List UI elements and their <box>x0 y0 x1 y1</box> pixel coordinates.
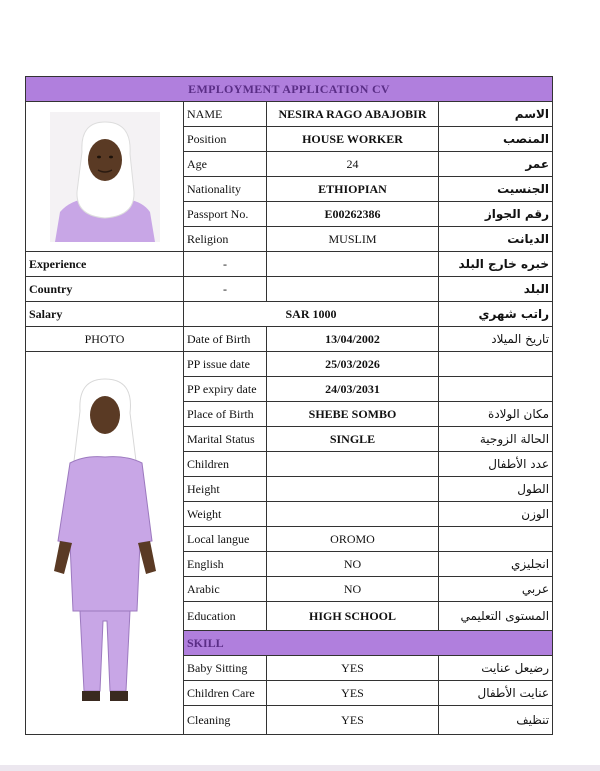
country-label: Country <box>26 277 184 302</box>
country-empty <box>267 277 439 302</box>
experience-empty <box>267 252 439 277</box>
skill-label: Baby Sitting <box>184 656 267 681</box>
height-value <box>267 477 439 502</box>
name-label: NAME <box>184 102 267 127</box>
passport-label: Passport No. <box>184 202 267 227</box>
children-label: Children <box>184 452 267 477</box>
arabic-label: Arabic <box>184 577 267 602</box>
position-label: Position <box>184 127 267 152</box>
english-label: English <box>184 552 267 577</box>
experience-label: Experience <box>26 252 184 277</box>
children-value <box>267 452 439 477</box>
marital-status-arabic: الحالة الزوجية <box>439 427 553 452</box>
pp-issue-arabic <box>439 352 553 377</box>
pp-expiry-label: PP expiry date <box>184 377 267 402</box>
dob-value: 13/04/2002 <box>267 327 439 352</box>
name-arabic: الاسم <box>439 102 553 127</box>
skill-header: SKILL <box>184 631 553 656</box>
arabic-value: NO <box>267 577 439 602</box>
marital-status-value: SINGLE <box>267 427 439 452</box>
local-language-label: Local langue <box>184 527 267 552</box>
fullbody-photo <box>26 352 184 735</box>
cv-title: EMPLOYMENT APPLICATION CV <box>26 77 553 102</box>
english-value: NO <box>267 552 439 577</box>
place-of-birth-value: SHEBE SOMBO <box>267 402 439 427</box>
salary-arabic: راتب شهري <box>439 302 553 327</box>
age-label: Age <box>184 152 267 177</box>
skill-arabic: رضيعل عنايت <box>439 656 553 681</box>
nationality-arabic: الجنسيت <box>439 177 553 202</box>
place-of-birth-label: Place of Birth <box>184 402 267 427</box>
salary-label: Salary <box>26 302 184 327</box>
position-arabic: المنصب <box>439 127 553 152</box>
passport-value: E00262386 <box>267 202 439 227</box>
experience-arabic: خبره خارج البلد <box>439 252 553 277</box>
religion-arabic: الديانت <box>439 227 553 252</box>
skill-value: YES <box>267 656 439 681</box>
pp-issue-value: 25/03/2026 <box>267 352 439 377</box>
marital-status-label: Marital Status <box>184 427 267 452</box>
weight-label: Weight <box>184 502 267 527</box>
weight-value <box>267 502 439 527</box>
education-arabic: المستوى التعليمي <box>439 602 553 631</box>
local-language-value: OROMO <box>267 527 439 552</box>
skill-label: Cleaning <box>184 706 267 735</box>
children-arabic: عدد الأطفال <box>439 452 553 477</box>
english-arabic: انجليزي <box>439 552 553 577</box>
skill-arabic: عنايت الأطفال <box>439 681 553 706</box>
headshot-image <box>50 112 160 242</box>
pp-expiry-value: 24/03/2031 <box>267 377 439 402</box>
photo-label: PHOTO <box>26 327 184 352</box>
skill-arabic: تنظيف <box>439 706 553 735</box>
dob-label: Date of Birth <box>184 327 267 352</box>
arabic-arabic: عربي <box>439 577 553 602</box>
nationality-label: Nationality <box>184 177 267 202</box>
skill-label: Children Care <box>184 681 267 706</box>
religion-value: MUSLIM <box>267 227 439 252</box>
experience-value: - <box>184 252 267 277</box>
skill-value: YES <box>267 706 439 735</box>
nationality-value: ETHIOPIAN <box>267 177 439 202</box>
height-arabic: الطول <box>439 477 553 502</box>
cv-table <box>25 76 553 735</box>
age-value: 24 <box>267 152 439 177</box>
local-language-arabic <box>439 527 553 552</box>
page-bottom-strip <box>0 765 600 771</box>
skill-value: YES <box>267 681 439 706</box>
pp-expiry-arabic <box>439 377 553 402</box>
position-value: HOUSE WORKER <box>267 127 439 152</box>
education-label: Education <box>184 602 267 631</box>
name-value: NESIRA RAGO ABAJOBIR <box>267 102 439 127</box>
age-arabic: عمر <box>439 152 553 177</box>
weight-arabic: الوزن <box>439 502 553 527</box>
passport-arabic: رقم الجواز <box>439 202 553 227</box>
place-of-birth-arabic: مكان الولادة <box>439 402 553 427</box>
country-value: - <box>184 277 267 302</box>
height-label: Height <box>184 477 267 502</box>
fullbody-image <box>40 371 170 716</box>
religion-label: Religion <box>184 227 267 252</box>
country-arabic: البلد <box>439 277 553 302</box>
headshot-photo <box>26 102 184 252</box>
salary-value: SAR 1000 <box>184 302 439 327</box>
dob-arabic: تاريخ الميلاد <box>439 327 553 352</box>
pp-issue-label: PP issue date <box>184 352 267 377</box>
education-value: HIGH SCHOOL <box>267 602 439 631</box>
